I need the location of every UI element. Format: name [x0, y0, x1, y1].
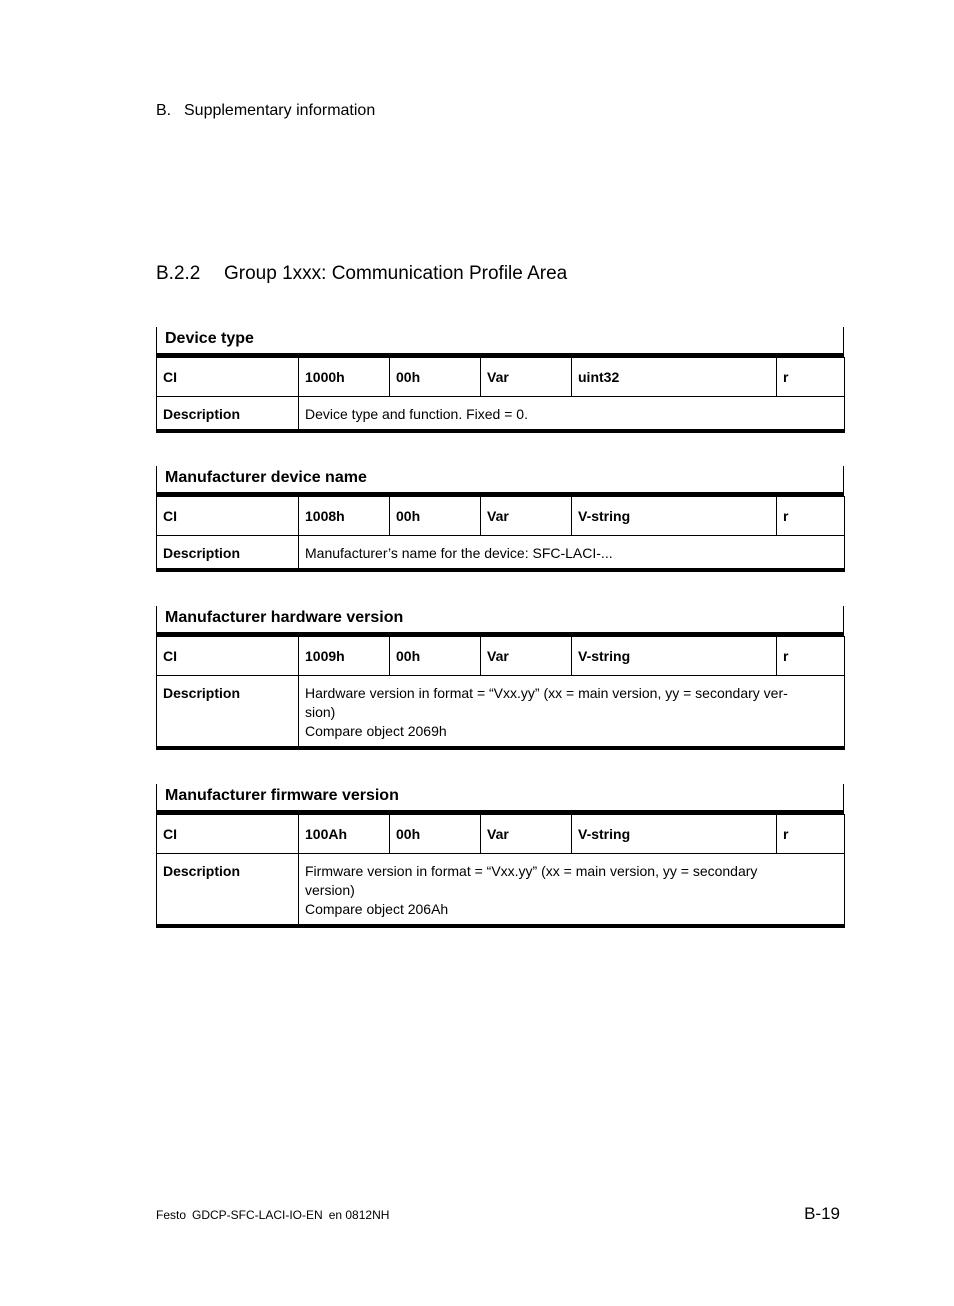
description-line: Compare object 206Ah: [305, 901, 449, 917]
description-label: Description: [157, 854, 299, 927]
description-line: version): [305, 882, 355, 898]
description-text: [299, 854, 845, 927]
object-table-manufacturer-hardware-version: [156, 606, 844, 750]
section-number: B.2.2: [156, 263, 201, 284]
ci-label: CI: [157, 358, 299, 397]
description-row: [157, 397, 845, 432]
description-line: Hardware version in format = “Vxx.yy” (xx = main version, yy = secondary ver-: [305, 685, 788, 701]
header-number: B.: [156, 102, 172, 119]
ci-access: r: [777, 358, 845, 397]
object-table-device-type: [156, 327, 844, 433]
ci-datatype: V-string: [572, 815, 777, 854]
ci-access: r: [777, 497, 845, 536]
ci-index: 1000h: [299, 358, 390, 397]
ci-row: [157, 497, 845, 536]
ci-index: 100Ah: [299, 815, 390, 854]
ci-row: [157, 637, 845, 676]
ci-index: 1009h: [299, 637, 390, 676]
ci-subindex: 00h: [390, 497, 481, 536]
description-row: [157, 676, 845, 749]
ci-subindex: 00h: [390, 358, 481, 397]
description-label: Description: [157, 536, 299, 571]
description-line: sion): [305, 704, 336, 720]
footer-doc-id: GDCP-SFC-LACI-IO-EN: [192, 1208, 323, 1222]
page-number: B-19: [804, 1204, 840, 1223]
section-heading: [156, 263, 567, 285]
description-text: [299, 536, 845, 571]
description-text: [299, 397, 845, 432]
running-header: [156, 102, 375, 120]
description-line: Manufacturer’s name for the device: SFC-LACI-...: [305, 545, 613, 561]
ci-datatype: V-string: [572, 637, 777, 676]
description-text: [299, 676, 845, 749]
object-table-manufacturer-device-name: [156, 466, 844, 572]
header-title: Supplementary information: [184, 102, 376, 119]
description-line: Firmware version in format = “Vxx.yy” (xx = main version, yy = secondary: [305, 863, 758, 879]
footer-version: en 0812NH: [328, 1208, 390, 1222]
section-title: Group 1xxx: Communication Profile Area: [224, 263, 568, 284]
description-line: Device type and function. Fixed = 0.: [305, 406, 528, 422]
description-label: Description: [157, 676, 299, 749]
ci-label: CI: [157, 637, 299, 676]
ci-class: Var: [481, 497, 572, 536]
ci-datatype: uint32: [572, 358, 777, 397]
description-line: Compare object 2069h: [305, 723, 447, 739]
ci-access: r: [777, 815, 845, 854]
description-label: Description: [157, 397, 299, 432]
footer-doc-info: [156, 1208, 395, 1222]
ci-label: CI: [157, 497, 299, 536]
description-row: [157, 536, 845, 571]
object-title: Manufacturer firmware version: [156, 784, 844, 814]
description-row: [157, 854, 845, 927]
ci-row: [157, 815, 845, 854]
footer-company: Festo: [156, 1208, 187, 1222]
ci-label: CI: [157, 815, 299, 854]
object-title: Manufacturer hardware version: [156, 606, 844, 636]
ci-class: Var: [481, 358, 572, 397]
object-title: Manufacturer device name: [156, 466, 844, 496]
ci-datatype: V-string: [572, 497, 777, 536]
object-table-manufacturer-firmware-version: [156, 784, 844, 928]
ci-index: 1008h: [299, 497, 390, 536]
ci-access: r: [777, 637, 845, 676]
ci-class: Var: [481, 815, 572, 854]
ci-subindex: 00h: [390, 815, 481, 854]
ci-row: [157, 358, 845, 397]
object-title: Device type: [156, 327, 844, 357]
ci-class: Var: [481, 637, 572, 676]
ci-subindex: 00h: [390, 637, 481, 676]
